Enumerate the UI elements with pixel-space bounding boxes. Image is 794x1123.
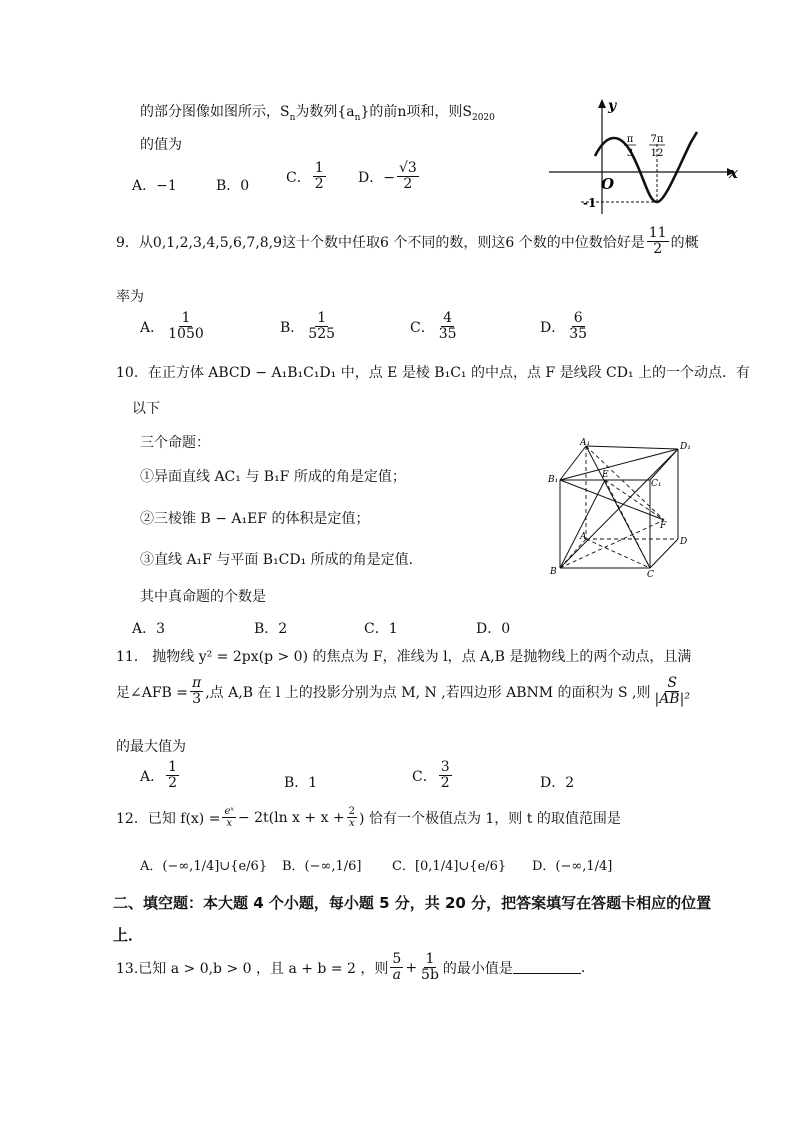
q11-option-c: C． $\frac{3}{2}$ [412, 759, 450, 792]
q10-prop2: ②三棱锥 B − A₁EF 的体积是定值； [140, 511, 370, 527]
cube-label-c: C [647, 570, 654, 580]
q8-option-b: B．0 [216, 178, 250, 194]
q9-line1: 9．从0,1,2,3,4,5,6,7,8,9这十个数中任取6 个不同的数，则这6 个数的中位数恰好是 $\frac{11}{2}$ 的概 [116, 225, 699, 258]
origin-label: O [601, 175, 615, 193]
q11-line1: 11． 抛物线 y² = 2px(p > 0) 的焦点为 F，准线为 l，点 A,B 是抛物线上的两个动点，且满 [116, 649, 692, 665]
x-axis-label: x [729, 164, 738, 182]
cube-label-d1: D₁ [680, 442, 691, 452]
q10-question: 其中真命题的个数是 [140, 589, 266, 605]
sine-graph [545, 96, 745, 221]
q12-option-d: D．(−∞,1/4] [532, 859, 613, 874]
section2-heading-line2: 上． [113, 926, 144, 944]
q10-option-d: D．0 [476, 621, 511, 637]
q9-option-d: D． $\frac{6}{35}$ [540, 310, 588, 343]
section2-heading-line1: 二、填空题：本大题 4 个小题，每小题 5 分，共 20 分，把答案填写在答题卡相应的位置 [113, 894, 712, 912]
cube-label-b1: B₁ [548, 475, 559, 485]
q13-line: 13.已知 a > 0,b > 0 ，且 a + b = 2 ，则 $\frac{5}{a}$ + $\frac{1}{5b}$ 的最小值是 . [116, 951, 586, 984]
q10-prop1: ①异面直线 AC₁ 与 B₁F 所成的角是定值； [140, 469, 406, 485]
q9-option-a: A． $\frac{1}{1050}$ [140, 310, 204, 343]
minus-one-label: -1 [583, 196, 597, 210]
q11-option-b: B．1 [284, 775, 318, 791]
tick2-num: 7π [650, 134, 664, 145]
cube-label-e: E [602, 470, 609, 480]
q8-line2: 的值为 [140, 137, 182, 153]
q8-line1: 的部分图像如图所示，$S_n$为数列$\{a_n\}$的前n项和，则$S_{2020}$ [140, 104, 495, 123]
q8-option-d: D．− $\frac{√3}{2}$ [358, 160, 417, 193]
cube-label-b: B [550, 567, 557, 577]
q11-option-d: D．2 [540, 775, 575, 791]
q10-line2: 以下 [132, 401, 160, 417]
q10-option-a: A．3 [132, 621, 166, 637]
q8-option-a: A．−1 [132, 178, 177, 194]
cube-label-a: A [580, 532, 587, 542]
q10-option-b: B．2 [254, 621, 288, 637]
q11-line2: 足∠AFB = $\frac{\pi}{3}$ ,点 A,B 在 l 上的投影分别为点 M, N ,若四边形 ABNM 的面积为 S ,则 $\frac{S}{\text{|AB|²}}$ [116, 675, 690, 708]
q8-option-c: C． $\frac{1}{2}$ [286, 160, 324, 193]
cube-label-f: F [660, 521, 667, 531]
q12-line1: 12．已知 f(x) = $\frac{\text{eˣ}}{x}$ − 2t(ln x + x + $\frac{2}{x}$ ) 恰有一个极值点为 1，则 t 的取值范围是 [116, 806, 621, 829]
tick1-num: π [626, 134, 634, 145]
q10-line3: 三个命题： [140, 435, 210, 451]
q12-option-b: B．(−∞,1/6] [282, 859, 362, 874]
q10-option-c: C．1 [364, 621, 398, 637]
q9-line2: 率为 [116, 289, 144, 305]
q10-prop3: ③直线 A₁F 与平面 B₁CD₁ 所成的角是定值． [140, 552, 423, 568]
y-axis-label: y [608, 98, 617, 114]
q13-answer-blank [513, 961, 581, 974]
cube-label-c1: C₁ [651, 479, 662, 489]
q9-option-b: B． $\frac{1}{525}$ [280, 310, 336, 343]
q12-option-a: A．(−∞,1/4]∪{e/6} [140, 859, 268, 874]
tick1-den: 3 [626, 148, 634, 159]
cube-label-a1: A₁ [580, 438, 591, 448]
q9-option-c: C． $\frac{4}{35}$ [410, 310, 457, 343]
q11-option-a: A． $\frac{1}{2}$ [140, 759, 178, 792]
q10-line1: 10．在正方体 ABCD − A₁B₁C₁D₁ 中，点 E 是棱 B₁C₁ 的中点，点 F 是线段 CD₁ 上的一个动点．有 [116, 365, 751, 381]
cube-label-d: D [680, 537, 688, 547]
tick2-den: 12 [650, 148, 664, 159]
q12-option-c: C．[0,1/4]∪{e/6} [392, 859, 507, 874]
q11-line3: 的最大值为 [116, 739, 186, 755]
cube-figure [540, 436, 700, 580]
